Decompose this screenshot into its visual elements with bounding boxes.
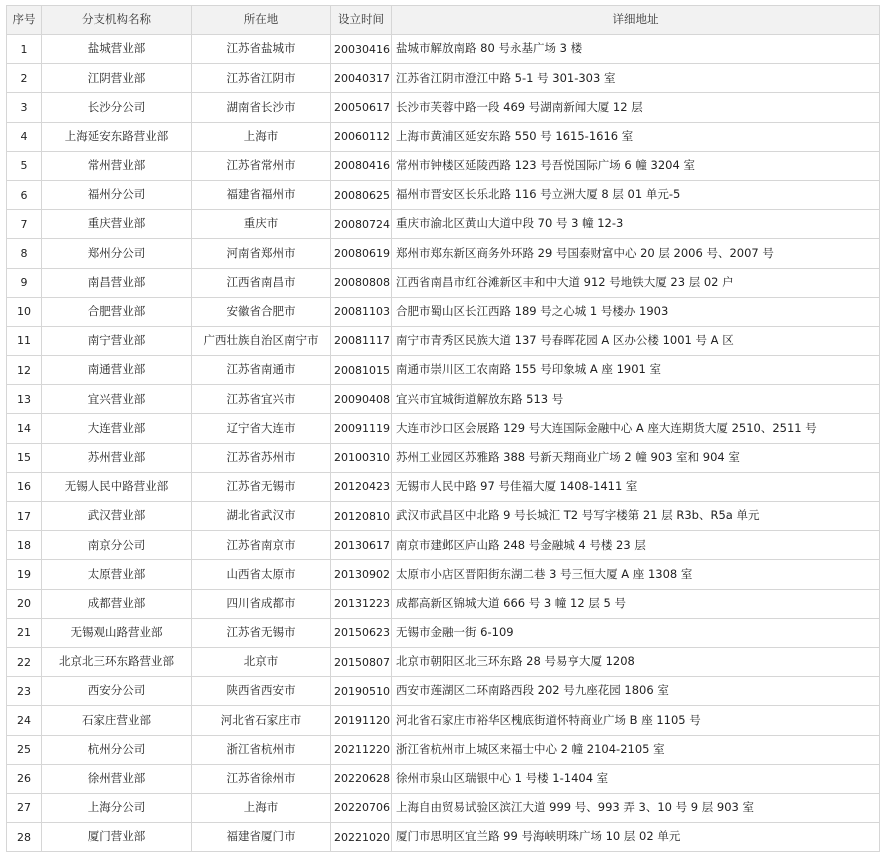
table-row [7, 618, 880, 647]
cell-location: 江西省南昌市 [192, 268, 331, 297]
cell-address: 徐州市泉山区瑞银中心 1 号楼 1-1404 室 [392, 764, 880, 793]
cell-index: 17 [7, 502, 42, 531]
cell-established-date: 20191120 [331, 706, 392, 735]
table-row [7, 356, 880, 385]
table-row [7, 706, 880, 735]
cell-established-date: 20050617 [331, 93, 392, 122]
cell-established-date: 20081103 [331, 297, 392, 326]
table-row [7, 502, 880, 531]
cell-established-date: 20080808 [331, 268, 392, 297]
cell-location: 湖北省武汉市 [192, 502, 331, 531]
cell-index: 5 [7, 151, 42, 180]
cell-index: 13 [7, 385, 42, 414]
cell-branch-name: 江阴营业部 [42, 64, 192, 93]
cell-established-date: 20090408 [331, 385, 392, 414]
cell-address: 合肥市蜀山区长江西路 189 号之心城 1 号楼办 1903 [392, 297, 880, 326]
cell-location: 河北省石家庄市 [192, 706, 331, 735]
cell-location: 湖南省长沙市 [192, 93, 331, 122]
cell-branch-name: 武汉营业部 [42, 502, 192, 531]
cell-established-date: 20080625 [331, 180, 392, 209]
cell-branch-name: 郑州分公司 [42, 239, 192, 268]
header-address: 详细地址 [392, 6, 880, 35]
header-row [7, 6, 880, 35]
cell-branch-name: 无锡观山路营业部 [42, 618, 192, 647]
table-row [7, 297, 880, 326]
cell-branch-name: 重庆营业部 [42, 210, 192, 239]
cell-branch-name: 太原营业部 [42, 560, 192, 589]
cell-index: 11 [7, 326, 42, 355]
cell-branch-name: 福州分公司 [42, 180, 192, 209]
cell-address: 江苏省江阴市澄江中路 5-1 号 301-303 室 [392, 64, 880, 93]
cell-established-date: 20211220 [331, 735, 392, 764]
header-location: 所在地 [192, 6, 331, 35]
cell-index: 6 [7, 180, 42, 209]
cell-established-date: 20120810 [331, 502, 392, 531]
cell-address: 上海自由贸易试验区滨江大道 999 号、993 弄 3、10 号 9 层 903 室 [392, 793, 880, 822]
table-row [7, 35, 880, 64]
cell-established-date: 20080619 [331, 239, 392, 268]
cell-location: 江苏省苏州市 [192, 443, 331, 472]
cell-branch-name: 北京北三环东路营业部 [42, 647, 192, 676]
cell-established-date: 20081015 [331, 356, 392, 385]
cell-index: 2 [7, 64, 42, 93]
cell-location: 江苏省南通市 [192, 356, 331, 385]
cell-address: 大连市沙口区会展路 129 号大连国际金融中心 A 座大连期货大厦 2510、2511 号 [392, 414, 880, 443]
cell-location: 江苏省江阴市 [192, 64, 331, 93]
cell-address: 河北省石家庄市裕华区槐底街道怀特商业广场 B 座 1105 号 [392, 706, 880, 735]
cell-index: 8 [7, 239, 42, 268]
cell-location: 江苏省徐州市 [192, 764, 331, 793]
cell-index: 7 [7, 210, 42, 239]
cell-established-date: 20150623 [331, 618, 392, 647]
cell-location: 江苏省无锡市 [192, 472, 331, 501]
cell-location: 上海市 [192, 793, 331, 822]
cell-address: 武汉市武昌区中北路 9 号长城汇 T2 号写字楼第 21 层 R3b、R5a 单元 [392, 502, 880, 531]
table-row [7, 268, 880, 297]
cell-index: 16 [7, 472, 42, 501]
cell-index: 1 [7, 35, 42, 64]
cell-location: 福建省厦门市 [192, 823, 331, 852]
cell-location: 福建省福州市 [192, 180, 331, 209]
cell-index: 22 [7, 647, 42, 676]
table-row [7, 647, 880, 676]
cell-branch-name: 盐城营业部 [42, 35, 192, 64]
cell-branch-name: 南京分公司 [42, 531, 192, 560]
cell-branch-name: 合肥营业部 [42, 297, 192, 326]
cell-established-date: 20131223 [331, 589, 392, 618]
cell-branch-name: 上海分公司 [42, 793, 192, 822]
cell-index: 26 [7, 764, 42, 793]
cell-established-date: 20081117 [331, 326, 392, 355]
cell-address: 太原市小店区晋阳街东湖二巷 3 号三恒大厦 A 座 1308 室 [392, 560, 880, 589]
cell-location: 重庆市 [192, 210, 331, 239]
cell-branch-name: 上海延安东路营业部 [42, 122, 192, 151]
cell-branch-name: 徐州营业部 [42, 764, 192, 793]
cell-index: 19 [7, 560, 42, 589]
cell-location: 河南省郑州市 [192, 239, 331, 268]
cell-branch-name: 杭州分公司 [42, 735, 192, 764]
cell-address: 福州市晋安区长乐北路 116 号立洲大厦 8 层 01 单元-5 [392, 180, 880, 209]
cell-index: 12 [7, 356, 42, 385]
cell-address: 盐城市解放南路 80 号永基广场 3 楼 [392, 35, 880, 64]
cell-branch-name: 成都营业部 [42, 589, 192, 618]
table-row [7, 472, 880, 501]
table-row [7, 151, 880, 180]
cell-address: 常州市钟楼区延陵西路 123 号吾悦国际广场 6 幢 3204 室 [392, 151, 880, 180]
cell-established-date: 20100310 [331, 443, 392, 472]
cell-location: 安徽省合肥市 [192, 297, 331, 326]
header-branch-name: 分支机构名称 [42, 6, 192, 35]
cell-established-date: 20091119 [331, 414, 392, 443]
cell-location: 陕西省西安市 [192, 677, 331, 706]
header-index: 序号 [7, 6, 42, 35]
table-body [7, 35, 880, 852]
table-row [7, 326, 880, 355]
cell-address: 北京市朝阳区北三环东路 28 号易亨大厦 1208 [392, 647, 880, 676]
cell-location: 江苏省南京市 [192, 531, 331, 560]
table-row [7, 385, 880, 414]
cell-index: 27 [7, 793, 42, 822]
cell-location: 上海市 [192, 122, 331, 151]
cell-address: 厦门市思明区宜兰路 99 号海峡明珠广场 10 层 02 单元 [392, 823, 880, 852]
cell-index: 28 [7, 823, 42, 852]
table-row [7, 64, 880, 93]
cell-index: 23 [7, 677, 42, 706]
cell-established-date: 20080416 [331, 151, 392, 180]
cell-branch-name: 南通营业部 [42, 356, 192, 385]
cell-branch-name: 宜兴营业部 [42, 385, 192, 414]
cell-established-date: 20030416 [331, 35, 392, 64]
cell-index: 3 [7, 93, 42, 122]
cell-address: 郑州市郑东新区商务外环路 29 号国泰财富中心 20 层 2006 号、2007 号 [392, 239, 880, 268]
cell-branch-name: 常州营业部 [42, 151, 192, 180]
table-row [7, 793, 880, 822]
cell-address: 无锡市金融一街 6-109 [392, 618, 880, 647]
cell-established-date: 20150807 [331, 647, 392, 676]
cell-branch-name: 大连营业部 [42, 414, 192, 443]
cell-branch-name: 西安分公司 [42, 677, 192, 706]
cell-index: 20 [7, 589, 42, 618]
cell-index: 9 [7, 268, 42, 297]
cell-index: 25 [7, 735, 42, 764]
cell-address: 南宁市青秀区民族大道 137 号春晖花园 A 区办公楼 1001 号 A 区 [392, 326, 880, 355]
cell-branch-name: 石家庄营业部 [42, 706, 192, 735]
cell-address: 江西省南昌市红谷滩新区丰和中大道 912 号地铁大厦 23 层 02 户 [392, 268, 880, 297]
cell-location: 山西省太原市 [192, 560, 331, 589]
cell-index: 10 [7, 297, 42, 326]
cell-established-date: 20220628 [331, 764, 392, 793]
table-row [7, 443, 880, 472]
cell-address: 南通市崇川区工农南路 155 号印象城 A 座 1901 室 [392, 356, 880, 385]
cell-index: 14 [7, 414, 42, 443]
cell-location: 辽宁省大连市 [192, 414, 331, 443]
cell-location: 北京市 [192, 647, 331, 676]
table-row [7, 122, 880, 151]
table-row [7, 180, 880, 209]
cell-branch-name: 无锡人民中路营业部 [42, 472, 192, 501]
cell-index: 4 [7, 122, 42, 151]
cell-address: 西安市莲湖区二环南路西段 202 号九座花园 1806 室 [392, 677, 880, 706]
cell-established-date: 20190510 [331, 677, 392, 706]
cell-established-date: 20130902 [331, 560, 392, 589]
table-row [7, 589, 880, 618]
cell-established-date: 20220706 [331, 793, 392, 822]
cell-location: 广西壮族自治区南宁市 [192, 326, 331, 355]
cell-address: 重庆市渝北区黄山大道中段 70 号 3 幢 12-3 [392, 210, 880, 239]
cell-address: 宜兴市宜城街道解放东路 513 号 [392, 385, 880, 414]
cell-index: 24 [7, 706, 42, 735]
table-row [7, 677, 880, 706]
cell-address: 无锡市人民中路 97 号佳福大厦 1408-1411 室 [392, 472, 880, 501]
table-row [7, 764, 880, 793]
cell-location: 浙江省杭州市 [192, 735, 331, 764]
cell-established-date: 20120423 [331, 472, 392, 501]
table-header [7, 6, 880, 35]
cell-branch-name: 苏州营业部 [42, 443, 192, 472]
cell-location: 江苏省宜兴市 [192, 385, 331, 414]
cell-established-date: 20040317 [331, 64, 392, 93]
cell-established-date: 20130617 [331, 531, 392, 560]
table-row [7, 560, 880, 589]
cell-location: 江苏省无锡市 [192, 618, 331, 647]
cell-address: 南京市建邺区庐山路 248 号金融城 4 号楼 23 层 [392, 531, 880, 560]
cell-established-date: 20060112 [331, 122, 392, 151]
cell-address: 上海市黄浦区延安东路 550 号 1615-1616 室 [392, 122, 880, 151]
cell-location: 四川省成都市 [192, 589, 331, 618]
cell-address: 长沙市芙蓉中路一段 469 号湖南新闻大厦 12 层 [392, 93, 880, 122]
branch-table-container [6, 5, 879, 852]
table-row [7, 210, 880, 239]
cell-address: 苏州工业园区苏雅路 388 号新天翔商业广场 2 幢 903 室和 904 室 [392, 443, 880, 472]
table-row [7, 239, 880, 268]
cell-index: 15 [7, 443, 42, 472]
cell-branch-name: 长沙分公司 [42, 93, 192, 122]
branch-table [6, 5, 880, 852]
cell-address: 成都高新区锦城大道 666 号 3 幢 12 层 5 号 [392, 589, 880, 618]
table-row [7, 823, 880, 852]
cell-branch-name: 厦门营业部 [42, 823, 192, 852]
cell-branch-name: 南昌营业部 [42, 268, 192, 297]
table-row [7, 93, 880, 122]
cell-location: 江苏省盐城市 [192, 35, 331, 64]
cell-branch-name: 南宁营业部 [42, 326, 192, 355]
header-established-date: 设立时间 [331, 6, 392, 35]
table-row [7, 531, 880, 560]
cell-established-date: 20221020 [331, 823, 392, 852]
cell-established-date: 20080724 [331, 210, 392, 239]
cell-index: 21 [7, 618, 42, 647]
cell-address: 浙江省杭州市上城区来福士中心 2 幢 2104-2105 室 [392, 735, 880, 764]
cell-location: 江苏省常州市 [192, 151, 331, 180]
cell-index: 18 [7, 531, 42, 560]
table-row [7, 414, 880, 443]
table-row [7, 735, 880, 764]
